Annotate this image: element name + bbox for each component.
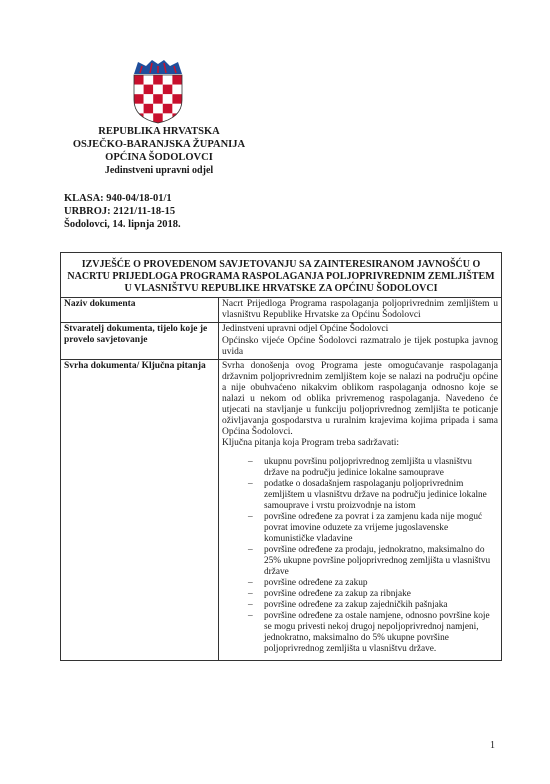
- header-country: REPUBLIKA HRVATSKA: [98, 126, 220, 137]
- creator-text: Jedinstveni upravni odjel Općine Šodolovci: [222, 324, 389, 334]
- list-item: – površine određene za zakup: [252, 578, 498, 589]
- issuer-header: [64, 125, 254, 177]
- list-item: – površine određene za povrat i za zamjenu kada nije moguć povrat imovine oduzete za vrijeme jugoslavenske komunističke vladavine: [252, 512, 498, 545]
- row-value-creator: [219, 323, 501, 359]
- list-item: – površine određene za zakup zajedničkih pašnjaka: [252, 600, 498, 611]
- coat-crown: [134, 60, 182, 74]
- table-row: [61, 360, 501, 660]
- list-item: – površine određene za prodaju, jednokratno, maksimalno do 25% ukupne površine poljoprivrednog zemljišta u vlasništvu države: [252, 545, 498, 578]
- urbroj-line: URBROJ: 2121/11-18-15: [64, 206, 176, 217]
- date-line: Šodolovci, 14. lipnja 2018.: [64, 219, 181, 230]
- list-item: – površine određene za ostale namjene, odnosno površine koje se mogu privesti nekoj drugoj nepoljoprivrednoj namjeni, jednokratno, maksimalno do 5% ukupne površine poljoprivrednog zemljišta u vlasništvu države.: [252, 611, 498, 655]
- row-label-creator: Stvaratelj dokumenta, tijelo koje je provelo savjetovanje: [61, 323, 219, 359]
- list-item: – podatke o dosadašnjem raspolaganju poljoprivrednim zemljištem u vlasništvu države na području jedinice lokalne samouprave i vrstu proizvodnje na istom: [252, 479, 498, 512]
- reference-block: [64, 192, 181, 231]
- table-row: [61, 298, 501, 323]
- report-title: IZVJEŠĆE O PROVEDENOM SAVJETOVANJU SA ZAINTERESIRANOM JAVNOŠĆU O NACRTU PRIJEDLOGA PROGRAMA RASPOLAGANJA POLJOPRIVREDNIM ZEMLJIŠTEM U VLASNIŠTVU REPUBLIKE HRVATSKE ZA OPĆINU ŠODOLOVCI: [61, 253, 501, 298]
- row-label-purpose: Svrha dokumenta/ Ključna pitanja: [61, 360, 219, 660]
- key-questions-intro: Ključna pitanja koja Program treba sadržavati:: [222, 438, 400, 448]
- council-text: Općinsko vijeće Općine Šodolovci razmatralo je tijek postupka javnog uvida: [222, 336, 498, 357]
- klasa-line: KLASA: 940-04/18-01/1: [64, 193, 172, 204]
- header-department: Jedinstveni upravni odjel: [104, 165, 214, 176]
- page-number: 1: [490, 740, 495, 751]
- list-item: – ukupnu površinu poljoprivrednog zemljišta u vlasništvu države na području jedinice lokalne samouprave: [252, 457, 498, 479]
- report-table: [60, 252, 502, 661]
- coat-of-arms-icon: [130, 58, 186, 124]
- row-value-document-name: [219, 298, 501, 322]
- row-value-purpose: [219, 360, 501, 660]
- header-county: OSJEČKO-BARANJSKA ŽUPANIJA: [72, 139, 246, 150]
- document-name-text: Nacrt Prijedloga Programa raspolaganja poljoprivrednim zemljištem u vlasništvu Republike Hrvatske za Općinu Šodolovci: [222, 299, 498, 320]
- header-municipality: OPĆINA ŠODOLOVCI: [105, 152, 213, 163]
- purpose-paragraph: Svrha donošenja ovog Programa jeste omogućavanje raspolaganja državnim poljoprivrednim zemljištem koje se nalazi na području općine a nije obuhvaćeno nikakvim oblikom raspolaganja odnosno koje se nalazi u nekom od oblika privremenog raspolaganja. Navedeno će utjecati na stavljanje u funkciju poljoprivrednog zemljišta te poticanje oživljavanja gospodarstva u ruralnim krajevima kojima pripada i sama Općina Šodolovci.: [222, 361, 498, 437]
- row-label-document-name: Naziv dokumenta: [61, 298, 219, 322]
- list-item: – površine određene za zakup za ribnjake: [252, 589, 498, 600]
- coat-shield: [134, 75, 182, 123]
- table-row: [61, 323, 501, 360]
- key-questions-list: [222, 457, 498, 655]
